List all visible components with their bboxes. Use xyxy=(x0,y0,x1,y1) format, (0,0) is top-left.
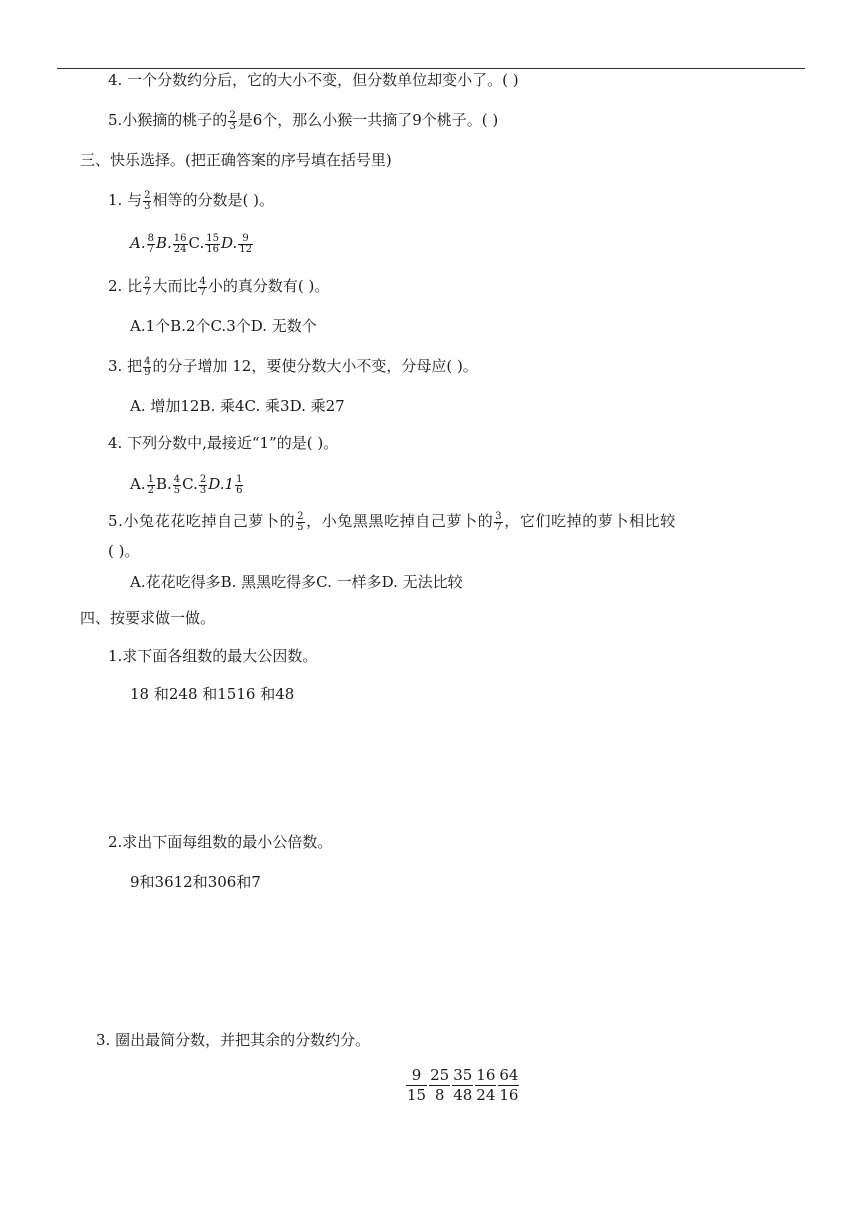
choice-question-3: 3. 把 $\frac{4}{9}$ 的分子增加 12，要使分数大小不变，分母应( )。 xyxy=(108,355,478,378)
numerator: 35 xyxy=(453,1066,473,1084)
fraction: $\frac{2}{3}$ xyxy=(144,189,151,212)
fraction: $\frac{4}{9}$ xyxy=(144,355,151,378)
fraction-item xyxy=(498,1066,519,1105)
problem-2-prompt: 2.求出下面每组数的最小公倍数。 xyxy=(108,833,333,851)
denominator: 8 xyxy=(434,1086,445,1104)
choice-question-2: 2. 比 $\frac{2}{7}$ 大而比 $\frac{4}{7}$ 小的真分数有( )。 xyxy=(108,275,330,298)
fraction: $\frac{16}{24}$ xyxy=(173,232,187,255)
choice-question-4-options: A. $\frac{1}{2}$ B. $\frac{4}{5}$ C. $\frac{2}{3}$ D.1 $\frac{1}{6}$ xyxy=(130,473,243,496)
denominator: 15 xyxy=(407,1086,427,1104)
problem-1-data: 18 和248 和1516 和48 xyxy=(130,685,295,703)
numerator: 9 xyxy=(406,1066,427,1086)
fraction: $\frac{4}{7}$ xyxy=(199,275,206,298)
section-3-title: 三、快乐选择。(把正确答案的序号填在括号里) xyxy=(80,151,392,169)
fraction-item xyxy=(429,1066,450,1105)
fraction: $\frac{9}{12}$ xyxy=(239,232,252,255)
problem-3-fractions xyxy=(405,1066,520,1105)
fraction: $\frac{1}{6}$ xyxy=(236,473,243,496)
judge-question-4: 4. 一个分数约分后，它的大小不变，但分数单位却变小了。( ) xyxy=(108,71,519,89)
section-4-title: 四、按要求做一做。 xyxy=(80,609,216,627)
denominator: 48 xyxy=(453,1086,473,1104)
fraction: $\frac{4}{5}$ xyxy=(173,473,181,496)
fraction: $\frac{2}{3}$ xyxy=(229,109,236,132)
problem-1-prompt: 1.求下面各组数的最大公因数。 xyxy=(108,647,318,665)
numerator: 64 xyxy=(499,1066,519,1084)
choice-question-5: 5.小兔花花吃掉自己萝卜的 $\frac{2}{5}$ ，小兔黑黑吃掉自己萝卜的 $\frac{3}{7}$ ，它们吃掉的萝卜相比较 xyxy=(108,510,676,533)
fraction-item xyxy=(475,1066,496,1105)
choice-question-5-blank: ( )。 xyxy=(108,542,140,560)
choice-question-3-options: A. 增加12B. 乘4C. 乘3D. 乘27 xyxy=(130,397,345,415)
problem-3-prompt: 3. 圈出最简分数，并把其余的分数约分。 xyxy=(96,1031,371,1049)
fraction: $\frac{3}{7}$ xyxy=(495,510,503,533)
choice-question-4: 4. 下列分数中,最接近“1”的是( )。 xyxy=(108,434,339,452)
numerator: 25 xyxy=(430,1066,450,1084)
choice-question-1-options: A. $\frac{8}{7}$ B. $\frac{16}{24}$ C. $\frac{15}{16}$ D. $\frac{9}{12}$ xyxy=(130,232,252,255)
fraction: $\frac{2}{7}$ xyxy=(144,275,151,298)
choice-question-5-options: A.花花吃得多B. 黑黑吃得多C. 一样多D. 无法比较 xyxy=(130,573,463,591)
fraction: $\frac{8}{7}$ xyxy=(147,232,154,255)
fraction: $\frac{2}{5}$ xyxy=(297,510,305,533)
fraction: $\frac{1}{2}$ xyxy=(147,473,154,496)
fraction-item xyxy=(452,1066,473,1105)
fraction: $\frac{2}{3}$ xyxy=(199,473,207,496)
choice-question-2-options: A.1个B.2个C.3个D. 无数个 xyxy=(130,317,317,335)
fraction-item xyxy=(406,1066,427,1105)
denominator: 16 xyxy=(499,1086,519,1104)
numerator: 16 xyxy=(476,1066,496,1084)
problem-2-data: 9和3612和306和7 xyxy=(130,873,261,891)
fraction: $\frac{15}{16}$ xyxy=(206,232,219,255)
choice-question-1: 1. 与 $\frac{2}{3}$ 相等的分数是( )。 xyxy=(108,189,274,212)
judge-question-5: 5.小猴摘的桃子的 $\frac{2}{3}$ 是6个，那么小猴一共摘了9个桃子。( ) xyxy=(108,109,499,132)
denominator: 24 xyxy=(476,1086,496,1104)
header-rule xyxy=(57,68,805,69)
